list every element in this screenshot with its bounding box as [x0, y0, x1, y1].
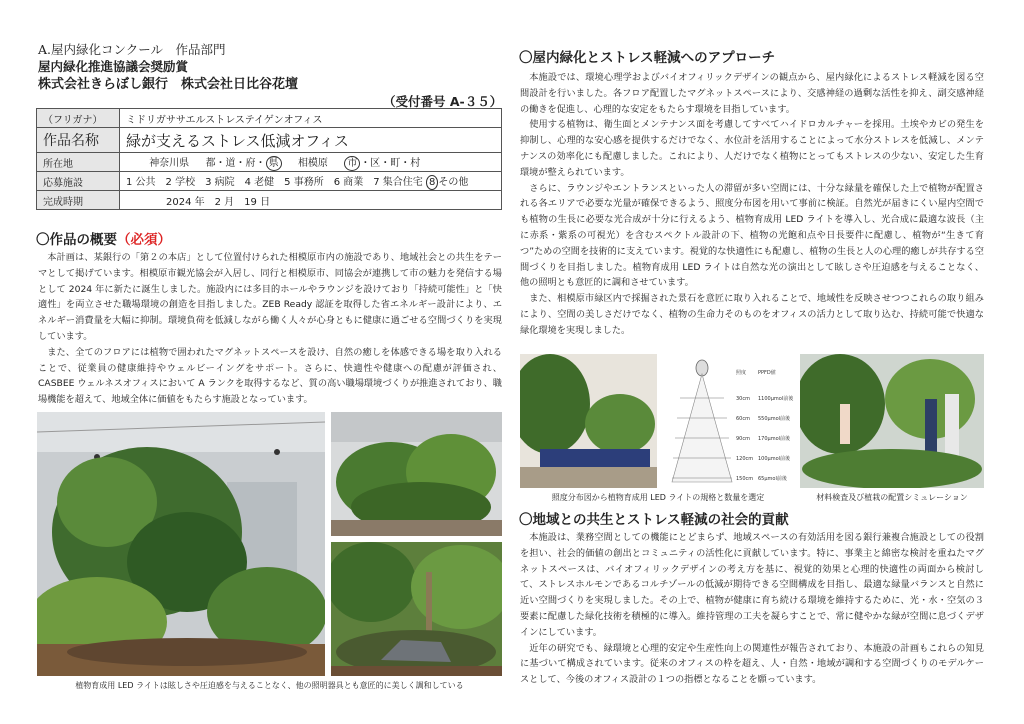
contribution-paragraph: 本施設は、業務空間としての機能にとどまらず、地域スペースの有効活用を図る銀行兼複合施設としての役割を担い、社会的価値の創出とコミュニティの活性化に貢献しています。特に、事業主と綿密な検討を重ねたマグネットスペースは、バイオフィリックデザインの考え方を基に、視覚的効果と心理的快適性の両面から検討して、ストレスホルモンであるコルチゾールの低減が期待できる空間構成を目指し、最適な緑量バランスと自然に近い空間づくりを実現しました。その上で、植物が健康に育ち続ける環境を維持するために、光・水・空気の３要素に配慮した緑化技術を積極的に導入。維持管理の工夫を凝らすことで、常に健やかな緑が空間に息づくデザインにしています。: [520, 532, 984, 638]
required-mark: （必須）: [117, 232, 171, 248]
entrant-companies: 株式会社きらぼし銀行 株式会社日比谷花壇: [38, 77, 299, 92]
diagram-row: 30cm: [736, 396, 750, 402]
completion-label: 完成時期: [37, 191, 120, 210]
award-title: 屋内緑化推進協議会奨励賞: [38, 59, 189, 74]
illuminance-caption: 照度分布図から植物育成用 LED ライトの規格と数量を選定: [551, 493, 765, 502]
location-label: 所在地: [37, 153, 120, 172]
facility-options: 1 公共 2 学校 3 病院 4 老健 5 事務所 6 商業 7 集合住宅: [126, 176, 423, 188]
office-plants-photo-main: [37, 412, 325, 676]
location-pref: 神奈川県: [149, 157, 190, 169]
facility-circled: 8: [426, 175, 438, 190]
diagram-row: 120cm: [736, 456, 754, 462]
diagram-value: 100μmol前後: [758, 456, 791, 462]
overview-text: [38, 250, 502, 408]
category-label: A.屋内緑化コンクール 作品部門: [38, 42, 226, 57]
approach-paragraph: 使用する植物は、衛生面とメンテナンス面を考慮してすべてハイドロカルチャーを採用。土埃やカビの発生を抑制し、心理的な安心感を提供するだけでなく、水位計を活用することによって水分ストレスを低減し、メンテナンスの効率化にも配慮しました。これにより、人だけでなく植物にとってもストレスの少ない、安定した生育環境が整えられています。: [520, 119, 984, 178]
overview-paragraph: 本計画は、某銀行の「第２の本店」として位置付けられた相模原市内の施設であり、地域社会との共生をテーマとして掲げています。相模原市観光協会が入居し、同行と相模原市、同協会が連携して市の魅力を発信する場として 2024 年に新たに誕生しました。施設内には多目的ホールやラウンジを設けており「持続可能性」と「快適性」を両立させた職場環境の創造を目指しました。ZEB Ready 認証を取得した省エネルギー設計により、エネルギー消費量を大幅に抑制。環境負荷を低減しながら働く人々が心身ともに健康に過ごせる空間づくりを実現しています。: [38, 252, 502, 342]
plant-bed-photo: [331, 412, 502, 536]
title-value: 緑が支えるストレス低減オフィス: [120, 128, 502, 153]
approach-paragraph: また、相模原市緑区内で採掘された景石を意匠に取り入れることで、地域性を反映させつつこれらの取り組みにより、空間の美しさだけでなく、植物の生命力そのものをオフィスの活力として取り込む、持続可能で快適な緑化環境を実現しました。: [520, 293, 984, 336]
reception-number: （受付番号 A-３５）: [383, 94, 503, 109]
title-label: 作品名称: [37, 128, 120, 153]
approach-text: [520, 70, 984, 339]
diagram-row: 150cm: [736, 476, 754, 482]
diagram-title: 照度: [736, 370, 747, 376]
location-pref-circled: 県: [266, 156, 282, 171]
location-city-suffix: ・区・町・村: [360, 157, 421, 169]
furigana-label: （フリガナ）: [37, 109, 120, 128]
lounge-photo: [520, 354, 657, 488]
inspection-caption: 材料検査及び植栽の配置シミュレーション: [816, 493, 968, 502]
furigana-value: ミドリガササエルストレステイゲンオフィス: [120, 109, 502, 128]
location-city-circled: 市: [344, 156, 360, 171]
approach-heading: 〇屋内緑化とストレス軽減へのアプローチ: [519, 50, 776, 66]
location-pref-suffix: 都・道・府・: [205, 157, 266, 169]
entry-info-table: [36, 108, 502, 210]
completion-value: 2024 年 2 月 19 日: [120, 191, 502, 210]
contribution-heading: 〇地域との共生とストレス軽減の社会的貢献: [519, 512, 789, 528]
overview-heading: 〇作品の概要（必須）: [36, 232, 171, 248]
diagram-value: 550μmol前後: [758, 416, 791, 422]
illuminance-diagram: [662, 354, 796, 488]
diagram-value: 1100μmol前後: [758, 396, 794, 402]
diagram-row: 60cm: [736, 416, 750, 422]
facility-label: 応募施設: [37, 172, 120, 191]
approach-paragraph: 本施設では、環境心理学およびバイオフィリックデザインの観点から、屋内緑化によるストレス軽減を図る空間設計を行いました。各フロア配置したマグネットスペースにより、交感神経の過剰な活性を抑え、副交感神経の働きを促進し、心理的な安定をもたらす環境を目指しています。: [520, 72, 984, 115]
location-value: [120, 153, 502, 172]
overview-paragraph: また、全てのフロアには植物で囲われたマグネットスペースを設け、自然の癒しを体感できる場を取り入れることで、従業員の健康維持やウェルビーイングをサポート。さらに、快適性や健康への配慮が評価され、CASBEE ウェルネスオフィスにおいて A ランクを取得するなど、質の高い職場環境づくりが推進されており、職場機能を超えて、地域全体に価値をもたらす施設となっています。: [38, 346, 502, 406]
facility-other: その他: [438, 176, 469, 188]
approach-paragraph: さらに、ラウンジやエントランスといった人の滞留が多い空間には、十分な緑量を確保した上で植物が配置される各エリアで必要な光量が確保できるよう、照度分布図を用いて事前に検証。自然光が届きにくい屋内空間でも植物の生長に必要な光合成が十分に行えるよう、植物育成用 LED ライトを導入し、光合成に最適な波長（主に赤系・紫系の可視光）を含むスペクトル設計の下、植物の光飽和点や日長要件に配慮し、植物が“生きて育つ”ための空間を技術的に支えています。視覚的な快適性にも配慮し、植物の生長と人の心理的癒しが共存する空間づくりを目指しました。植物育成用 LED ライトは自然な光の演出として眩しさや圧迫感を与えることなく、他の照明とも意匠的に調和させています。: [520, 182, 984, 289]
diagram-value: 170μmol前後: [758, 436, 791, 442]
diagram-value: 65μmol前後: [758, 476, 787, 482]
led-photo-caption: 植物育成用 LED ライトは眩しさや圧迫感を与えることなく、他の照明器具とも意匠的に美しく調和している: [75, 681, 464, 690]
contribution-text: [520, 530, 984, 688]
diagram-unit: PPFD値: [758, 370, 776, 376]
location-city: 相模原: [297, 157, 328, 169]
diagram-row: 90cm: [736, 436, 750, 442]
contribution-paragraph: 近年の研究でも、緑環境と心理的安定や生産性向上の関連性が報告されており、本施設の計画もこれらの知見に基づいて構成されています。従来のオフィスの枠を超え、人・自然・地域が調和する空間づくりのモデルケースとして、今後のオフィス設計の１つの指標となることを願っています。: [520, 642, 984, 686]
facility-value: [120, 172, 502, 191]
inspection-photo: [800, 354, 984, 488]
landscape-stone-photo: [331, 542, 502, 676]
